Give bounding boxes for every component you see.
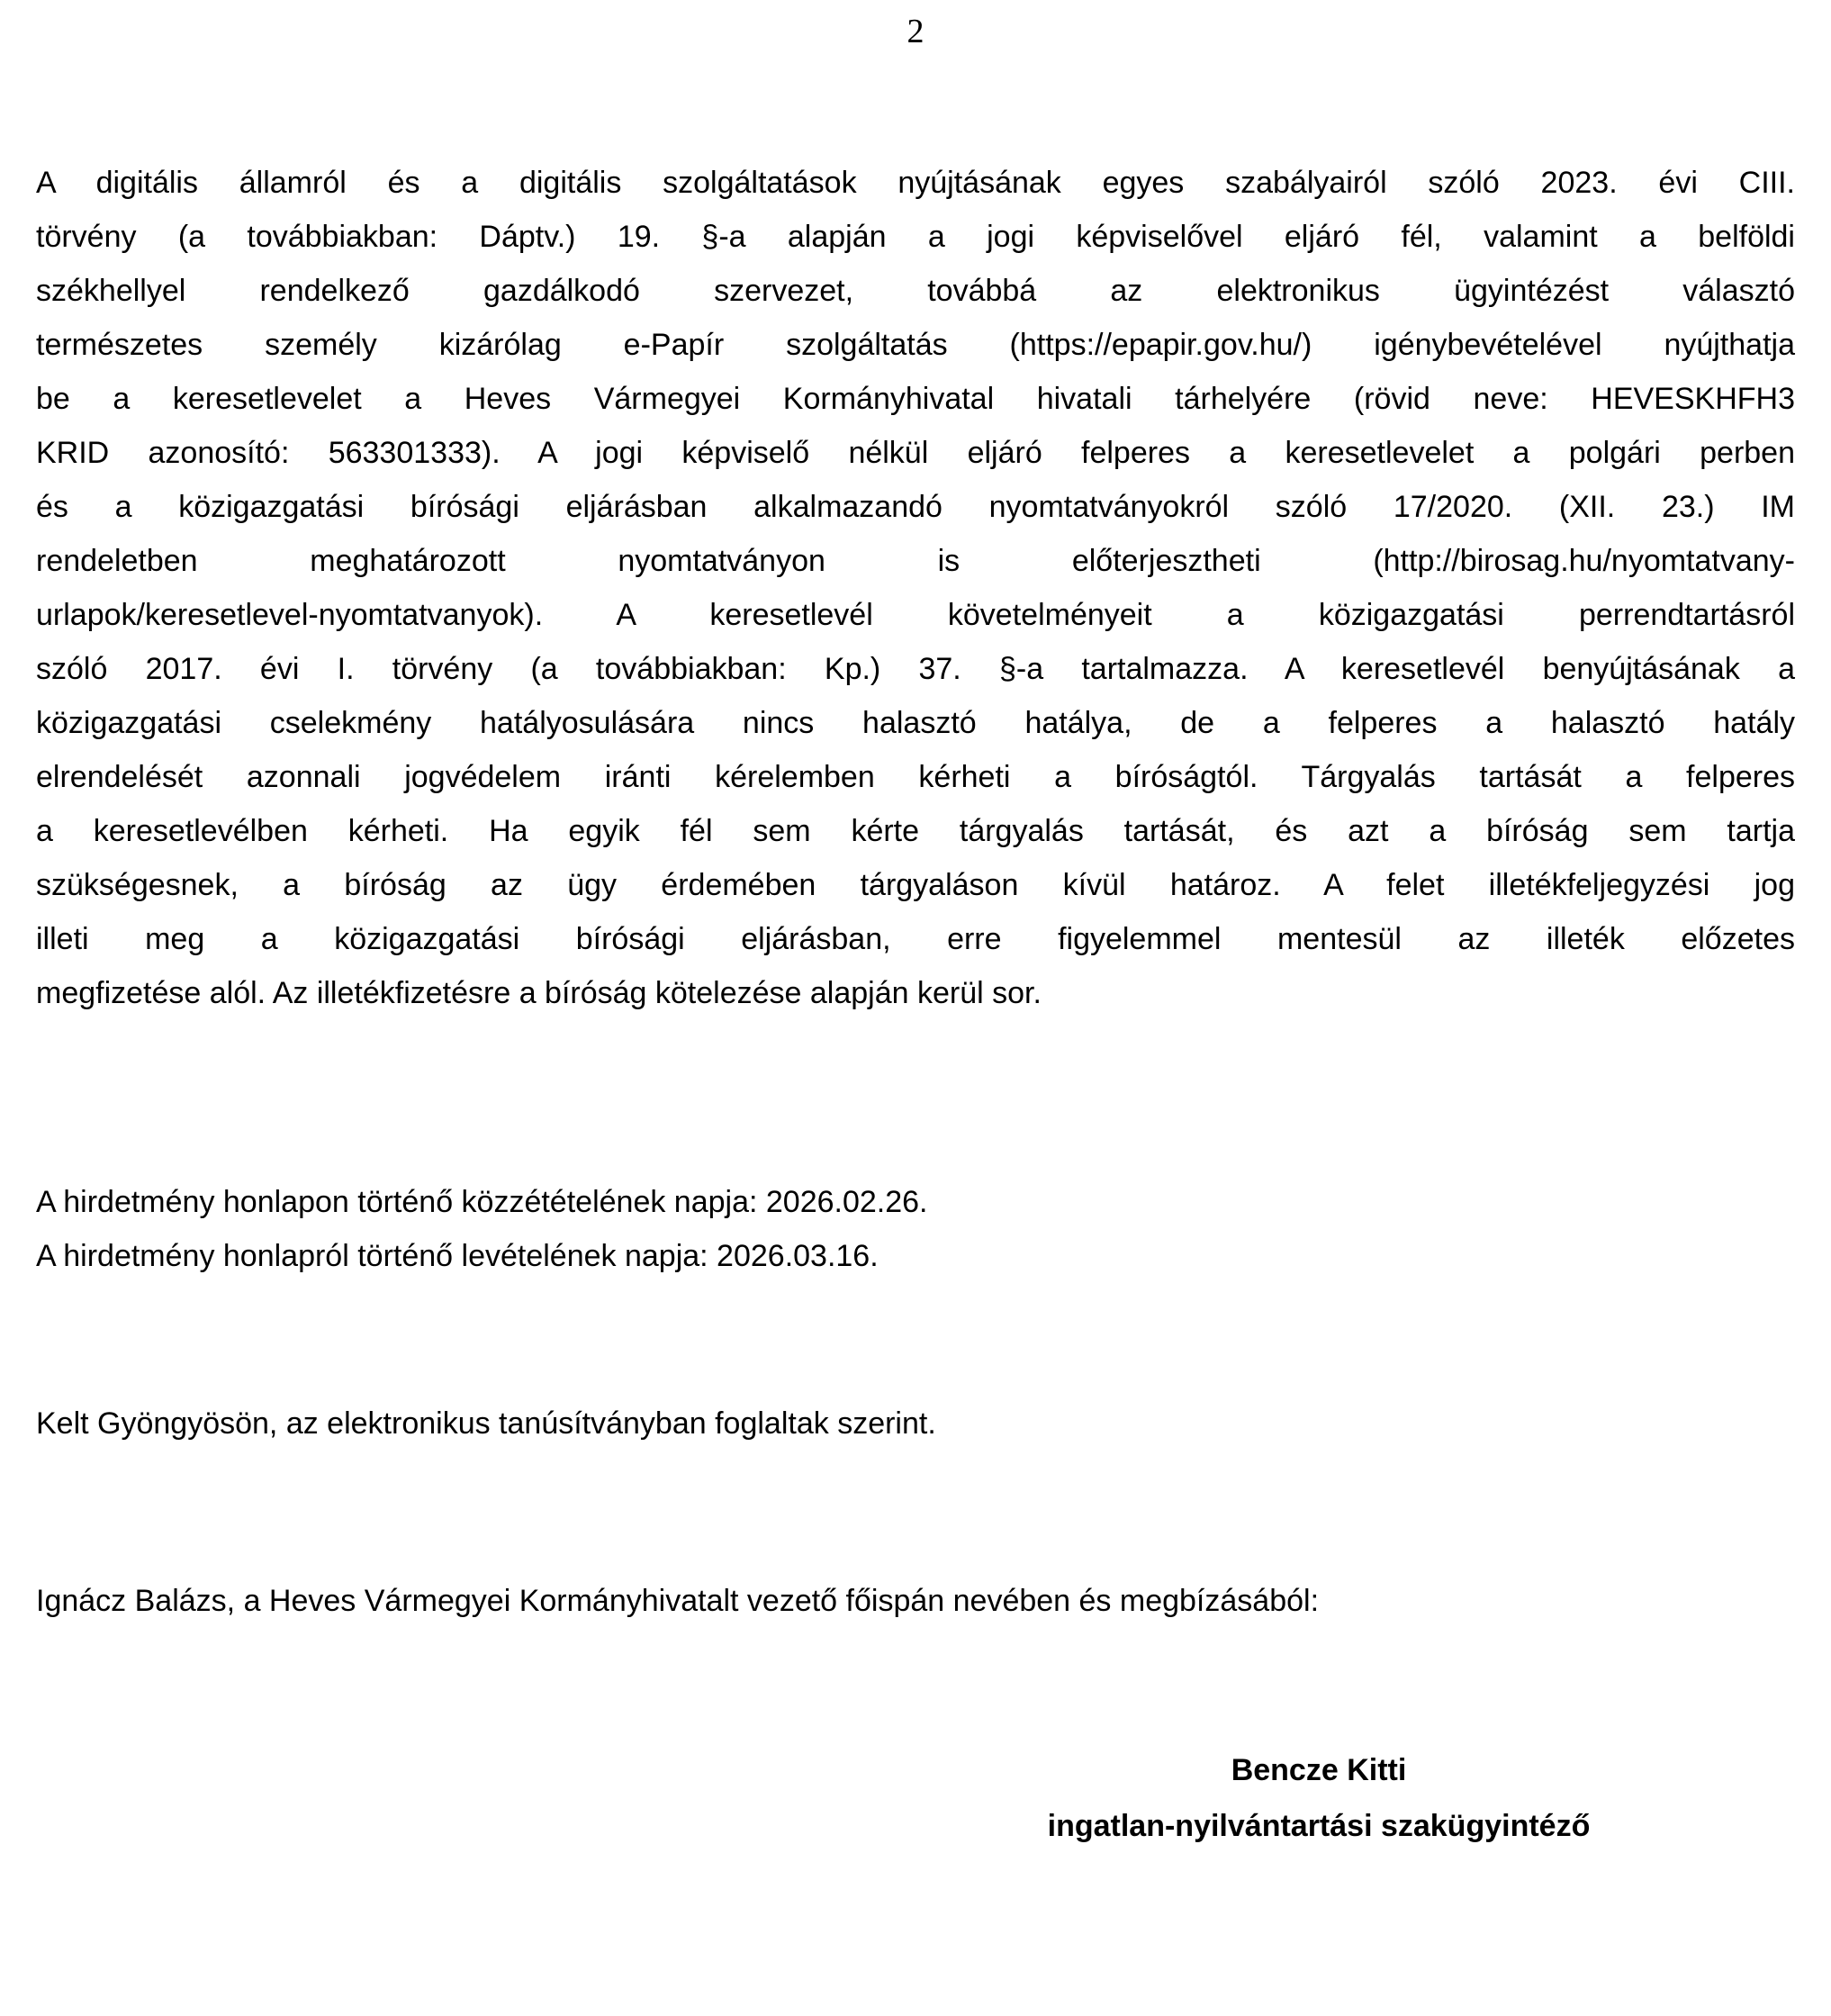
closing-dateline: Kelt Gyöngyösön, az elektronikus tanúsítványban foglaltak szerint. — [36, 1406, 936, 1441]
paragraph-line: be a keresetlevelet a Heves Vármegyei Kormányhivatal hivatali tárhelyére (rövid neve: HEVESKHFH3 — [36, 382, 1795, 416]
paragraph-line: szóló 2017. évi I. törvény (a továbbiakban: Kp.) 37. §-a tartalmazza. A keresetlevél benyújtásának a — [36, 652, 1795, 686]
paragraph-line: illeti meg a közigazgatási bírósági eljárásban, erre figyelemmel mentesül az illeték előzetes — [36, 922, 1795, 956]
paragraph-line: urlapok/keresetlevel-nyomtatvanyok). A keresetlevél követelményeit a közigazgatási perrendtartásról — [36, 598, 1795, 632]
paragraph-line: törvény (a továbbiakban: Dáptv.) 19. §-a alapján a jogi képviselővel eljáró fél, valamint a belföldi — [36, 220, 1795, 254]
paragraph-line: közigazgatási cselekmény hatályosulására nincs halasztó hatálya, de a felperes a halasztó hatály — [36, 706, 1795, 740]
publication-posted-date-line: A hirdetmény honlapon történő közzétételének napja: 2026.02.26. — [36, 1185, 928, 1219]
page-number: 2 — [906, 13, 925, 50]
paragraph-line: rendeletben meghatározott nyomtatványon is előterjesztheti (http://birosag.hu/nyomtatvany- — [36, 544, 1795, 578]
signature-name: Bencze Kitti — [1231, 1753, 1407, 1787]
paragraph-line: természetes személy kizárólag e-Papír szolgáltatás (https://epapir.gov.hu/) igénybevételével nyújthatja — [36, 328, 1795, 362]
paragraph-line: elrendelését azonnali jogvédelem iránti kérelemben kérheti a bíróságtól. Tárgyalás tartását a felperes — [36, 760, 1795, 794]
body-paragraph — [36, 156, 1795, 1020]
paragraph-line: A digitális államról és a digitális szolgáltatások nyújtásának egyes szabályairól szóló 2023. évi CIII. — [36, 166, 1795, 200]
paragraph-line: szükségesnek, a bíróság az ügy érdemében tárgyaláson kívül határoz. A felet illetékfeljegyzési jog — [36, 868, 1795, 902]
paragraph-line: székhellyel rendelkező gazdálkodó szervezet, továbbá az elektronikus ügyintézést választó — [36, 274, 1795, 308]
publication-removed-date-line: A hirdetmény honlapról történő levételének napja: 2026.03.16. — [36, 1239, 879, 1273]
paragraph-line: a keresetlevélben kérheti. Ha egyik fél sem kérte tárgyalás tartását, és azt a bíróság sem tartja — [36, 814, 1795, 848]
signature-title: ingatlan-nyilvántartási szakügyintéző — [1047, 1809, 1591, 1843]
paragraph-line: megfizetése alól. Az illetékfizetésre a bíróság kötelezése alapján kerül sor. — [36, 976, 1042, 1010]
paragraph-line: és a közigazgatási bírósági eljárásban alkalmazandó nyomtatványokról szóló 17/2020. (XII. 23.) IM — [36, 490, 1795, 524]
closing-authority-line: Ignácz Balázs, a Heves Vármegyei Kormányhivatalt vezető főispán nevében és megbízásából: — [36, 1584, 1320, 1618]
publication-dates-block — [36, 1175, 1795, 1283]
paragraph-line: KRID azonosító: 563301333). A jogi képviselő nélkül eljáró felperes a keresetlevelet a polgári perben — [36, 436, 1795, 470]
signature-block — [843, 1742, 1795, 1854]
